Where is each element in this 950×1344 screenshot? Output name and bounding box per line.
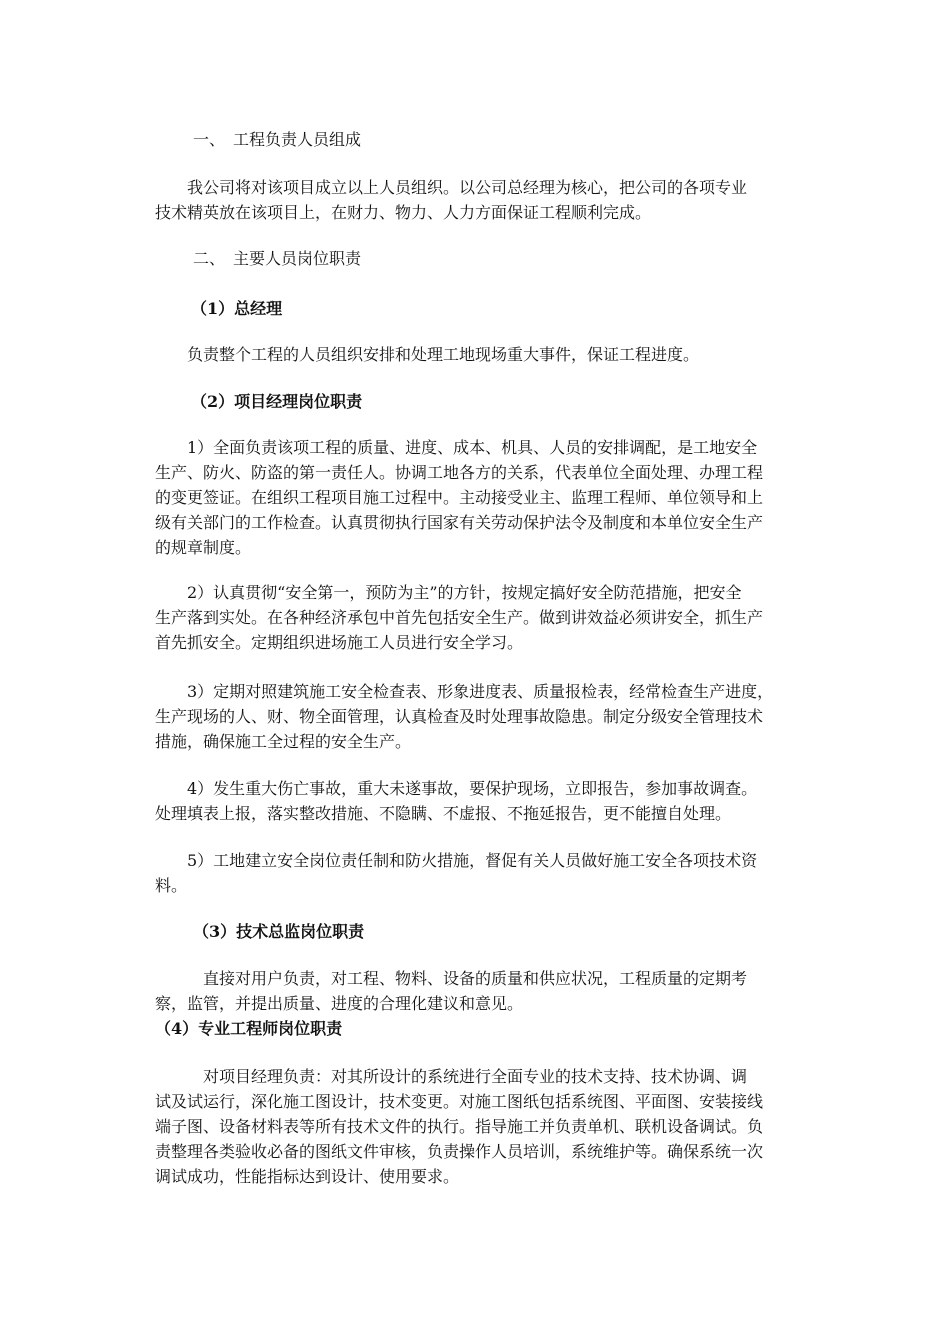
pm-title: （2）项目经理岗位职责: [191, 392, 363, 411]
pm-item-1: 1）全面负责该项工程的质量、进度、成本、机具、人员的安排调配，是工地安全 生产、防火、防盗的第一责任人。协调工地各方的关系，代表单位全面处理、办理工程 的变更签证。在组织工程项目施工过程中。主动接受业主、监理工程师、单位领导和上 级有关部门的工作检查。认真贯彻执行国家有关劳动保护法令及制度和本单位安全生产 的规章制度。: [155, 438, 764, 557]
pm-item-4: 4）发生重大伤亡事故，重大未遂事故，要保护现场，立即报告，参加事故调查。 处理填表上报，落实整改措施、不隐瞒、不虚报、不拖延报告，更不能擅自处理。: [155, 779, 758, 823]
td-paragraph: 直接对用户负责，对工程、物料、设备的质量和供应状况，工程质量的定期考 察，监管，并提出质量、进度的合理化建议和意见。: [155, 969, 748, 1013]
pm-item-3: 3）定期对照建筑施工安全检查表、形象进度表、质量报检表，经常检查生产进度， 生产现场的人、财、物全面管理，认真检查及时处理事故隐患。制定分级安全管理技术 措施，确保施工全过程的安全生产。: [155, 682, 774, 751]
se-paragraph: 对项目经理负责：对其所设计的系统进行全面专业的技术支持、技术协调、调 试及试运行，深化施工图设计，技术变更。对施工图纸包括系统图、平面图、安装接线 端子图、设备材料表等所有技术文件的执行。指导施工并负责单机、联机设备调试。负 责整理各类验收必备的图纸文件审核，负责操作人员培训，系统维护等。确保系统一次 调试成功，性能指标达到设计、使用要求。: [155, 1067, 764, 1186]
section2-heading: 二、 主要人员岗位职责: [193, 249, 362, 268]
gm-paragraph: 负责整个工程的人员组织安排和处理工地现场重大事件，保证工程进度。: [155, 345, 700, 364]
pm-item-5: 5）工地建立安全岗位责任制和防火措施，督促有关人员做好施工安全各项技术资 料。: [155, 851, 758, 895]
pm-item-2: 2）认真贯彻“安全第一，预防为主”的方针，按规定搞好安全防范措施，把安全 生产落到实处。在各种经济承包中首先包括安全生产。做到讲效益必须讲安全，抓生产 首先抓安全。定期组织进场施工人员进行安全学习。: [155, 583, 764, 652]
gm-title: （1）总经理: [191, 299, 283, 318]
se-title: （4）专业工程师岗位职责: [155, 1019, 343, 1038]
td-title: （3）技术总监岗位职责: [193, 922, 365, 941]
section1-paragraph: 我公司将对该项目成立以上人员组织。以公司总经理为核心，把公司的各项专业 技术精英放在该项目上，在财力、物力、人力方面保证工程顺利完成。: [155, 178, 748, 222]
section1-heading: 一、 工程负责人员组成: [193, 130, 362, 149]
